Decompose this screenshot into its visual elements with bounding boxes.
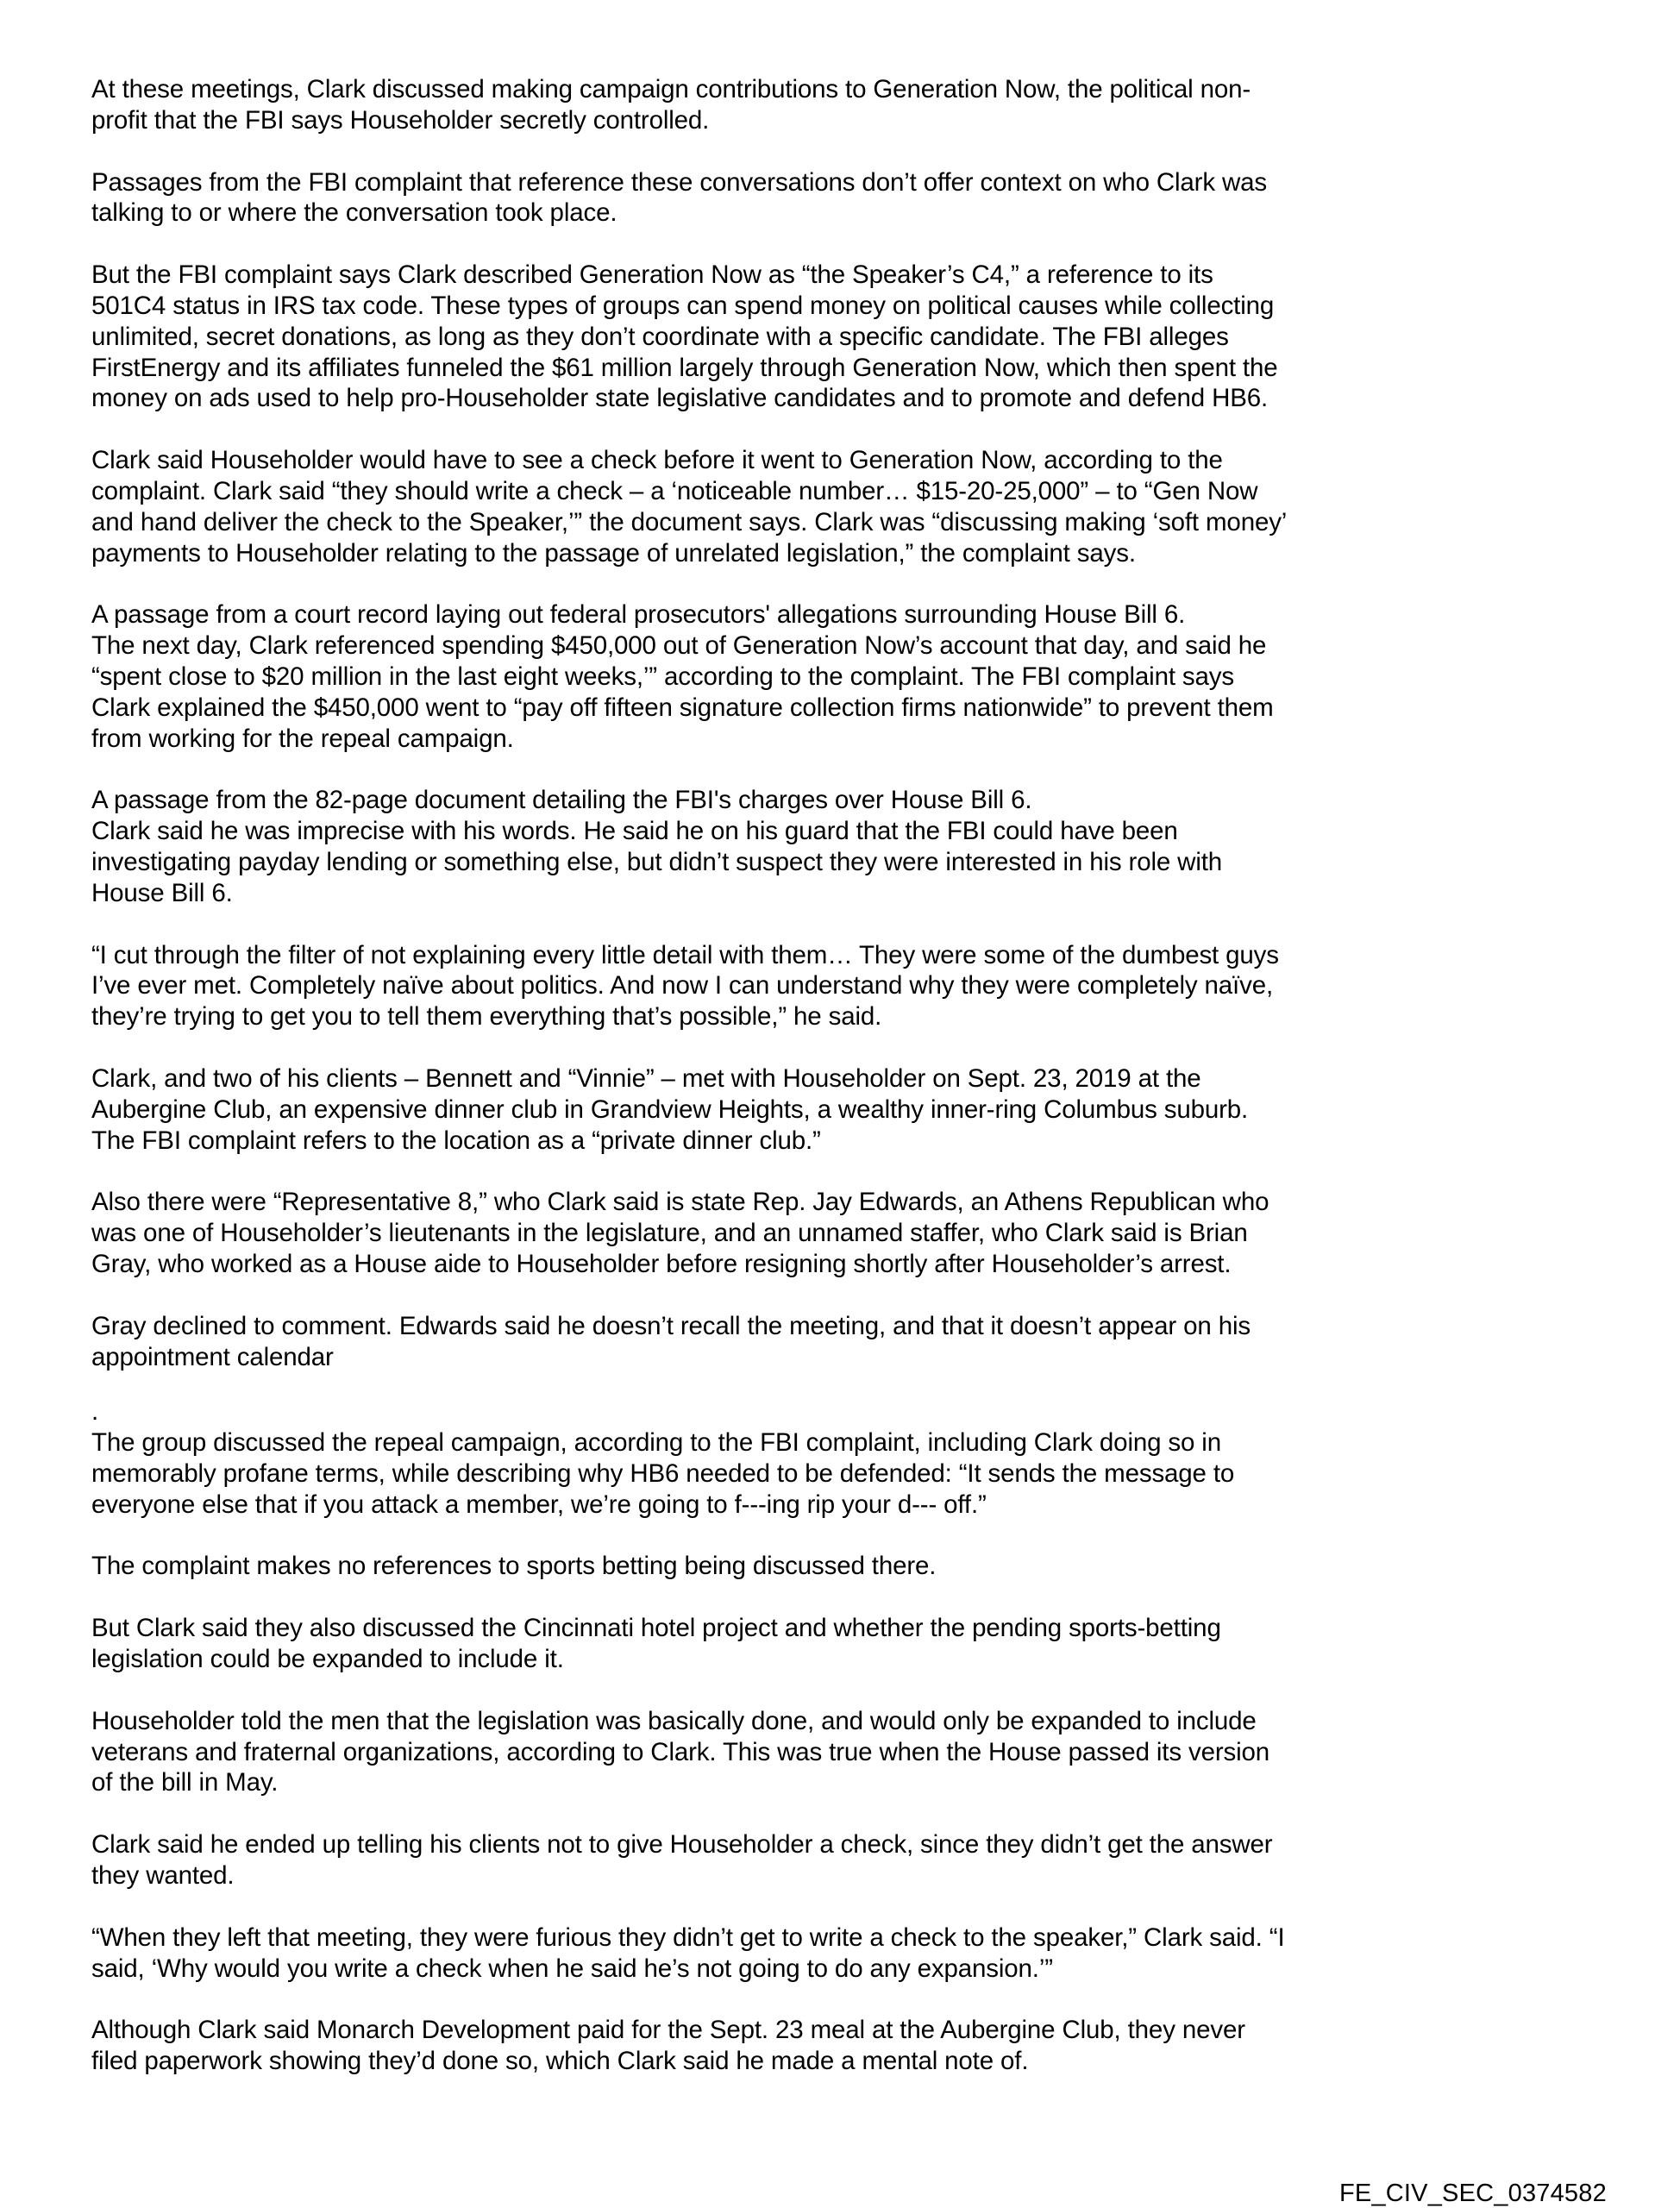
paragraph-representative-8 [91,1187,1558,1279]
text-line: Gray, who worked as a House aide to Householder before resigning shortly after Householder’s arrest. [91,1249,1232,1278]
text-line: everyone else that if you attack a member, we’re going to f---ing rip your d--- off.” [91,1490,987,1519]
text-line: But the FBI complaint says Clark described Generation Now as “the Speaker’s C4,” a reference to its [91,260,1213,290]
text-line: The complaint makes no references to sports betting being discussed there. [91,1552,937,1581]
text-line: they wanted. [91,1861,235,1891]
text-line: was one of Householder’s lieutenants in the legislature, and an unnamed staffer, who Clark said is Brian [91,1219,1248,1248]
paragraph-repeal-campaign [91,1396,1558,1520]
text-line: investigating payday lending or something else, but didn’t suspect they were interested in his role with [91,847,1223,876]
text-line: Aubergine Club, an expensive dinner club in Grandview Heights, a wealthy inner-ring Columbus suburb. [91,1095,1249,1124]
paragraph-speakers-c4 [91,260,1558,414]
paragraph-quote-furious [91,1923,1558,1985]
text-line: of the bill in May. [91,1768,279,1797]
text-line: Clark said he was imprecise with his words. He said he on his guard that the FBI could have been [91,817,1178,846]
paragraph-82-page-document [91,785,1558,908]
text-line: money on ads used to help pro-Householder state legislative candidates and to promote and defend HB6. [91,384,1269,413]
text-line: Passages from the FBI complaint that reference these conversations don’t offer context on who Clark was [91,167,1268,197]
paragraph-aubergine-club [91,1063,1558,1156]
text-line: appointment calendar [91,1342,334,1371]
paragraph-gray-declined [91,1311,1558,1373]
text-line: Gray declined to comment. Edwards said he doesn’t recall the meeting, and that it doesn’t appear on his [91,1311,1251,1340]
paragraph-no-sports-betting [91,1551,1558,1582]
bates-stamp: FE_CIV_SEC_0374582 [1339,2180,1607,2207]
text-line: “When they left that meeting, they were furious they didn’t get to write a check to the speaker,” Clark said. “I [91,1923,1285,1952]
paragraph-passages-context [91,167,1558,229]
text-line: payments to Householder relating to the passage of unrelated legislation,” the complaint says. [91,538,1136,568]
text-line: . [91,1397,99,1427]
text-line: Clark, and two of his clients – Bennett and “Vinnie” – met with Householder on Sept. 23, 2019 at the [91,1063,1201,1093]
text-line: veterans and fraternal organizations, according to Clark. This was true when the House passed its version [91,1737,1270,1766]
paragraph-no-check [91,1829,1558,1891]
text-line: legislation could be expanded to include it. [91,1645,564,1674]
text-line: Also there were “Representative 8,” who Clark said is state Rep. Jay Edwards, an Athens Republican who [91,1188,1269,1217]
paragraph-meetings [91,74,1558,136]
text-line: talking to or where the conversation took place. [91,198,617,228]
text-line: Although Clark said Monarch Development paid for the Sept. 23 meal at the Aubergine Club, they never [91,2016,1245,2045]
text-line: complaint. Clark said “they should write a check – a ‘noticeable number… $15-20-25,000” – to “Gen Now [91,476,1258,505]
paragraph-cincinnati-hotel [91,1613,1558,1675]
text-line: memorably profane terms, while describing why HB6 needed to be defended: “It sends the message to [91,1458,1235,1488]
text-line: A passage from a court record laying out federal prosecutors' allegations surrounding House Bill 6. [91,600,1186,630]
text-line: filed paperwork showing they’d done so, which Clark said he made a mental note of. [91,2047,1029,2076]
text-line: Clark said he ended up telling his clients not to give Householder a check, since they didn’t get the answer [91,1830,1273,1860]
text-line: The FBI complaint refers to the location as a “private dinner club.” [91,1126,821,1155]
text-line: and hand deliver the check to the Speaker,’” the document says. Clark was “discussing making ‘soft money’ [91,507,1288,536]
text-line: Householder told the men that the legislation was basically done, and would only be expanded to include [91,1706,1257,1735]
document-body [91,74,1558,2108]
paragraph-court-record-450000 [91,599,1558,754]
text-line: But Clark said they also discussed the Cincinnati hotel project and whether the pending sports-betting [91,1614,1221,1643]
text-line: profit that the FBI says Householder secretly controlled. [91,105,710,135]
text-line: I’ve ever met. Completely naïve about politics. And now I can understand why they were completely naïve, [91,971,1273,1000]
text-line: “spent close to $20 million in the last eight weeks,’” according to the complaint. The FBI complaint says [91,662,1234,691]
text-line: FirstEnergy and its affiliates funneled the $61 million largely through Generation Now, which then spent the [91,353,1278,382]
text-line: At these meetings, Clark discussed making campaign contributions to Generation Now, the political non- [91,75,1251,104]
text-line: “I cut through the filter of not explaining every little detail with them… They were some of the dumbest guys [91,940,1279,969]
paragraph-quote-filter [91,940,1558,1032]
text-line: A passage from the 82-page document detailing the FBI's charges over House Bill 6. [91,786,1032,815]
text-line: unlimited, secret donations, as long as they don’t coordinate with a specific candidate. The FBI alleges [91,322,1229,351]
text-line: they’re trying to get you to tell them everything that’s possible,” he said. [91,1002,882,1032]
text-line: The group discussed the repeal campaign, according to the FBI complaint, including Clark doing so in [91,1428,1221,1458]
text-line: Clark said Householder would have to see a check before it went to Generation Now, according to the [91,446,1223,475]
text-line: House Bill 6. [91,878,233,907]
paragraph-legislation-done [91,1706,1558,1798]
paragraph-monarch-development [91,2015,1558,2077]
text-line: 501C4 status in IRS tax code. These types of groups can spend money on political causes while collecting [91,291,1275,320]
text-line: from working for the repeal campaign. [91,724,514,753]
text-line: Clark explained the $450,000 went to “pay off fifteen signature collection firms nationwide” to prevent them [91,693,1274,722]
text-line: said, ‘Why would you write a check when he said he’s not going to do any expansion.’” [91,1954,1053,1983]
paragraph-check-generation-now [91,445,1558,568]
text-line: The next day, Clark referenced spending $450,000 out of Generation Now’s account that day, and said he [91,631,1267,661]
